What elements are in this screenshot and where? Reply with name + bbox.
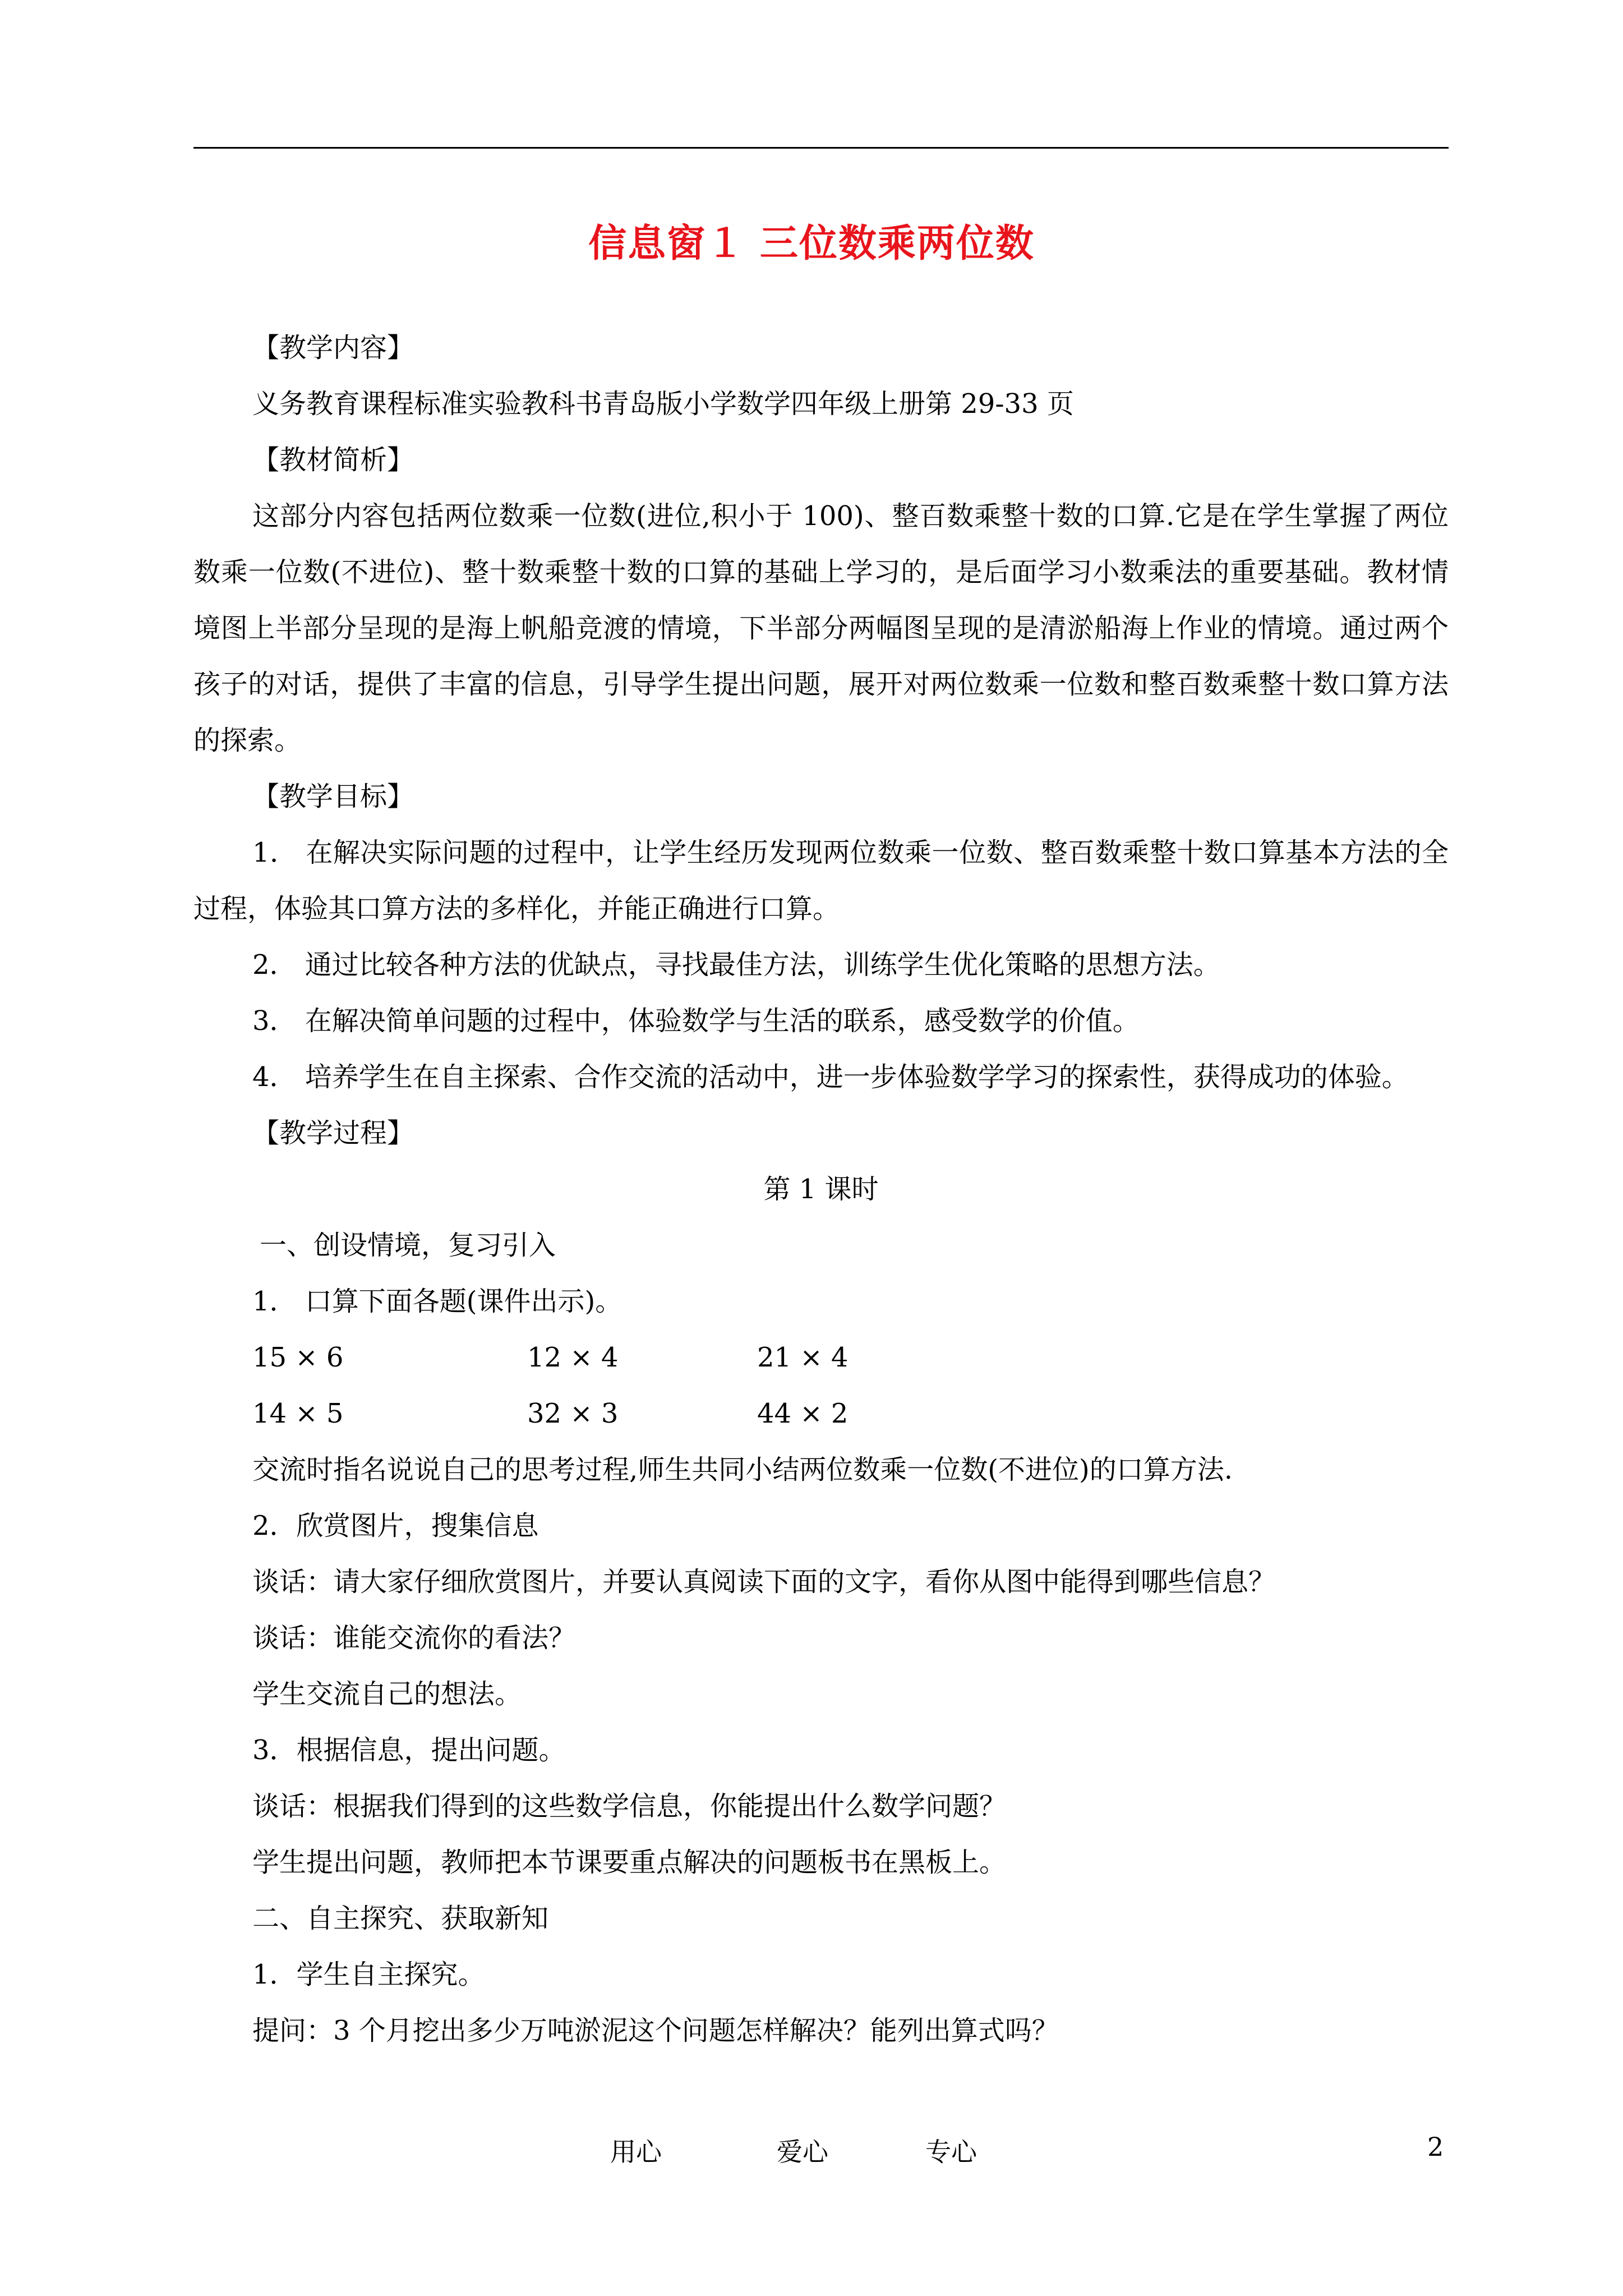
calc-item: 15 × 6 [252, 1342, 344, 1373]
talk-text: 谈话：谁能交流你的看法？ [252, 1622, 576, 1654]
footer-middle: 爱心 [777, 2137, 828, 2167]
goals-heading: 【教学目标】 [252, 781, 414, 812]
step-2: 2．欣赏图片，搜集信息 [252, 1510, 539, 1542]
goal-item: 3． 在解决简单问题的过程中，体验数学与生活的联系，感受数学的价值。 [252, 1005, 1140, 1037]
goal-item: 4． 培养学生在自主探索、合作交流的活动中，进一步体验数学学习的探索性，获得成功的体验。 [252, 1061, 1409, 1093]
analysis-heading: 【教材简析】 [252, 444, 414, 476]
calc-item: 21 × 4 [757, 1342, 849, 1373]
page-number: 2 [1427, 2132, 1444, 2162]
lesson-label: 第 1 课时 [763, 1174, 879, 1205]
content-text: 义务教育课程标准实验教科书青岛版小学数学四年级上册第 29-33 页 [252, 388, 1074, 420]
calc-row [193, 1386, 1449, 1442]
question-text: 提问：3 个月挖出多少万吨淤泥这个问题怎样解决？能列出算式吗？ [252, 2015, 1059, 2046]
calc-item: 12 × 4 [527, 1342, 619, 1373]
step-3: 3．根据信息，提出问题。 [252, 1734, 566, 1766]
talk-text: 谈话：请大家仔细欣赏图片，并要认真阅读下面的文字，看你从图中能得到哪些信息？ [252, 1566, 1276, 1598]
students-share-text: 学生交流自己的想法。 [252, 1678, 522, 1710]
calc-item: 14 × 5 [252, 1398, 344, 1429]
footer-right: 专心 [925, 2137, 977, 2167]
part1-heading: 一、创设情境，复习引入 [260, 1230, 556, 1261]
process-heading: 【教学过程】 [252, 1117, 414, 1149]
page-title: 信息窗１ 三位数乘两位数 [588, 221, 1035, 266]
analysis-text: 这部分内容包括两位数乘一位数(进位,积小于 100)、整百数乘整十数的口算.它是在学生掌握了两位数乘一位数(不进位)、整十数乘整十数的口算的基础上学习的，是后面学习小数乘法的重要基础。教材情境图上半部分呈现的是海上帆船竞渡的情境，下半部分两幅图呈现的是清淤船海上作业的情境。通过两个孩子的对话，提供了丰富的信息，引导学生提出问题，展开对两位数乘一位数和整百数乘整十数口算方法的探索。 [193, 500, 1449, 756]
calc-row [193, 1329, 1449, 1386]
part2-step-1: 1．学生自主探究。 [252, 1959, 485, 1990]
footer-left: 用心 [610, 2137, 662, 2167]
content-heading: 【教学内容】 [252, 332, 414, 364]
goal-item: 1． 在解决实际问题的过程中，让学生经历发现两位数乘一位数、整百数乘整十数口算基本方法的全过程，体验其口算方法的多样化，并能正确进行口算。 [193, 837, 1449, 924]
talk-text: 谈话：根据我们得到的这些数学信息，你能提出什么数学问题？ [252, 1791, 1007, 1822]
exchange-text: 交流时指名说说自己的思考过程,师生共同小结两位数乘一位数(不进位)的口算方法. [252, 1454, 1233, 1485]
header-rule [193, 147, 1449, 149]
part2-heading: 二、自主探究、获取新知 [252, 1903, 549, 1934]
step-1: 1． 口算下面各题(课件出示)。 [252, 1286, 623, 1317]
goal-item: 2． 通过比较各种方法的优缺点，寻找最佳方法，训练学生优化策略的思想方法。 [252, 949, 1220, 981]
calc-item: 44 × 2 [757, 1398, 849, 1429]
document-body [193, 320, 1449, 2059]
calc-item: 32 × 3 [527, 1398, 619, 1429]
students-ask-text: 学生提出问题，教师把本节课要重点解决的问题板书在黑板上。 [252, 1847, 1007, 1878]
